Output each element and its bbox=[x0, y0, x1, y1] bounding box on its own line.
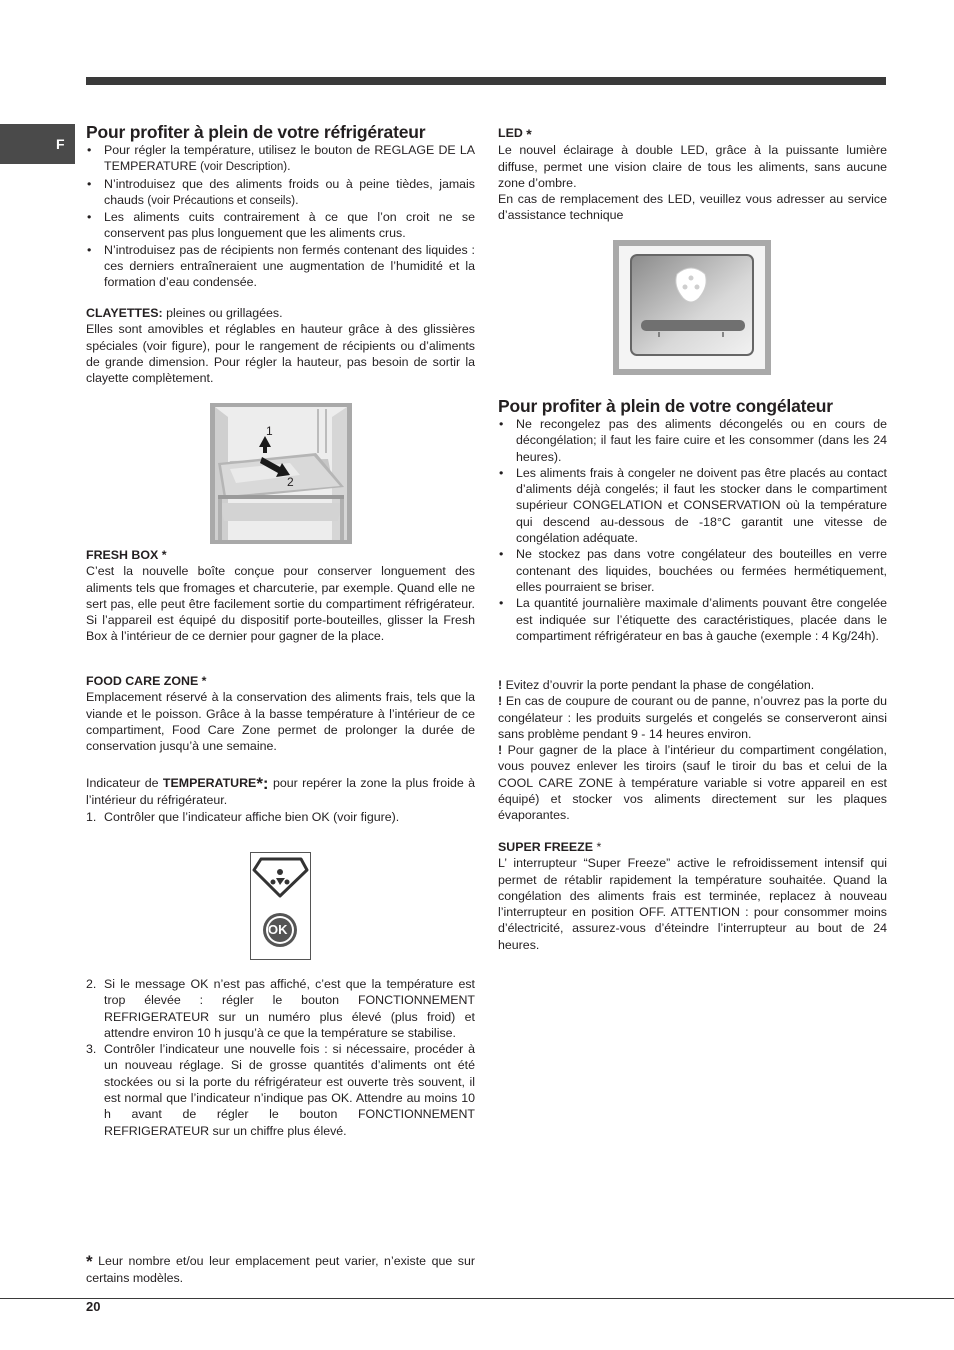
bullet-text: Les aliments cuits contrairement à ce que l’on croit ne se conservent pas plus longuement que les aliments crus. bbox=[104, 210, 475, 241]
led-text: Le nouvel éclairage à double LED, grâce à la puissante lumière diffuse, permet une vision claire de tous les aliments, sans aucune zone d’ombre. bbox=[498, 143, 887, 190]
bullet-text: N’introduisez pas de récipients non fermés contenant des liquides : ces derniers entraîneraient une augmentation de l’humidité et la formation d’eau condensée. bbox=[104, 242, 475, 290]
list-item bbox=[86, 142, 475, 176]
bullet-text: Pour régler la température, utilisez le bouton de REGLAGE DE LA TEMPERATURE bbox=[104, 143, 475, 174]
shelf-label-1: 1 bbox=[266, 424, 273, 438]
superfreeze-star: * bbox=[596, 840, 602, 854]
clayettes-section bbox=[86, 305, 475, 386]
warning-item bbox=[498, 677, 887, 693]
shelf-figure bbox=[210, 403, 352, 548]
list-item: • La quantité journalière maximale d’aliments pouvant être congelée est indiquée sur l’étiquette des caractéristiques, placée dans le compartiment réfrigérateur en bas à gauche (exemple : 4 Kg/24h). bbox=[498, 595, 887, 644]
clayettes-text: Elles sont amovibles et réglables en hauteur grâce à des glissières spéciales (voir figure), pour le rangement de récipients ou d’aliments de grande dimension. Pour régler la hauteur, pas besoin de sortir la clayette complètement. bbox=[86, 322, 475, 386]
list-item bbox=[86, 809, 475, 825]
warning-mark: ! bbox=[498, 694, 503, 709]
foodcare-text: Emplacement réservé à la conservation des aliments frais, tels que la viande et le poisson. Grâce à la basse température à l’intérieur de ce compartiment, Food Care Zone permet de prolonger la durée de conservation jusqu’à une semaine. bbox=[86, 690, 475, 754]
freezer-bullet-list bbox=[498, 416, 887, 644]
indicator-steps bbox=[86, 809, 475, 825]
list-item bbox=[86, 242, 475, 291]
bullet-tail: . bbox=[295, 192, 299, 207]
superfreeze-text: L’ interrupteur “Super Freeze” active le refroidissement intensif qui permet de rétablir rapidement la température souhaitée. Quand la congélation des aliments frais est terminée, replacez à nouveau l’interrupteur en position OFF. ATTENTION : pour consommer moins d’électricité, assurez-vous d’éteindre l’interrupteur au bout de 24 heures. bbox=[498, 856, 887, 952]
led-service-text: En cas de remplacement des LED, veuillez vous adresser au service d’assistance technique bbox=[498, 192, 887, 223]
fridge-bullet-list bbox=[86, 142, 475, 291]
footnote bbox=[86, 1253, 475, 1287]
ok-label: OK bbox=[268, 922, 288, 937]
indicator-star: *: bbox=[256, 774, 269, 793]
bullet-ref: (voir Précautions et conseils) bbox=[147, 194, 296, 207]
freshbox-text: C’est la nouvelle boîte conçue pour conserver longuement des aliments tels que fromages et charcuterie, par exemple. Quand elle ne sert pas, elle peut être facilement sortie du compartiment réfrigérateur. Si l’appareil est équipé du dispositif porte-bouteilles, glisser la Fresh Box à l’intérieur de ce dernier pour gagner de la place. bbox=[86, 564, 475, 644]
led-star: * bbox=[526, 126, 532, 142]
list-item: • Ne stockez pas dans votre congélateur des bouteilles en verre contenant des liquides, bouchées ou fermées hermétiquement, elles pourraient se briser. bbox=[498, 546, 887, 595]
steps-list bbox=[86, 976, 475, 1139]
bullet-text: N’introduisez que des aliments froids ou à peine tièdes, jamais chauds bbox=[104, 176, 475, 207]
superfreeze-section bbox=[498, 839, 887, 953]
superfreeze-label: SUPER FREEZE bbox=[498, 840, 594, 854]
list-item bbox=[86, 176, 475, 210]
indicator-label: TEMPERATURE bbox=[162, 776, 257, 790]
clayettes-label: CLAYETTES: bbox=[86, 306, 163, 320]
step-text: Si le message OK n’est pas affiché, c’est que la température est trop élevée : régler le bouton FONCTIONNEMENT REFRIGERATEUR sur un numéro plus élevé (plus froid) et attendre environ 10 h jusqu’à ce que la température se stabilise. bbox=[104, 977, 475, 1040]
left-column bbox=[86, 122, 475, 291]
freezer-section bbox=[498, 396, 887, 644]
top-rule bbox=[86, 77, 886, 85]
footnote-star: * bbox=[86, 1252, 93, 1271]
indicator-text: pour repérer la zone la plus froide à l’intérieur du réfrigérateur. bbox=[86, 776, 475, 808]
step-number: 2. bbox=[86, 977, 97, 991]
warning-mark: ! bbox=[498, 678, 503, 692]
shelf-label-2: 2 bbox=[287, 475, 294, 489]
step-number: 1. bbox=[86, 809, 97, 824]
language-tab bbox=[0, 124, 75, 164]
led-label: LED bbox=[498, 126, 523, 140]
warning-item bbox=[498, 742, 887, 823]
fridge-title: Pour profiter à plein de votre réfrigérateur bbox=[86, 122, 426, 142]
indicator-prefix: Indicateur de bbox=[86, 776, 159, 790]
foodcare-section bbox=[86, 673, 475, 754]
bullet-ref: (voir Description) bbox=[200, 161, 288, 174]
indicator-steps-continued bbox=[86, 976, 475, 1139]
led-figure bbox=[613, 240, 771, 379]
freshbox-section bbox=[86, 547, 475, 645]
indicator-section bbox=[86, 775, 475, 825]
page-number: 20 bbox=[86, 1299, 101, 1314]
list-item bbox=[86, 1041, 475, 1139]
list-item bbox=[86, 976, 475, 1041]
step-number: 3. bbox=[86, 1042, 97, 1057]
language-tab-label: F bbox=[56, 136, 65, 152]
warning-text: Pour gagner de la place à l’intérieur du compartiment congélation, vous pouvez enlever les tiroirs (sauf le tiroir du bas et celui de la COOL CARE ZONE à température variable si votre appareil en est équipé) et stocker vos aliments directement sur les plaques évaporantes. bbox=[498, 743, 887, 823]
freshbox-label: FRESH BOX * bbox=[86, 548, 167, 562]
bullet-tail: . bbox=[287, 159, 291, 174]
foodcare-label: FOOD CARE ZONE * bbox=[86, 674, 207, 688]
warnings-section bbox=[498, 677, 887, 824]
freezer-title: Pour profiter à plein de votre congélateur bbox=[498, 396, 833, 416]
list-item: • Ne recongelez pas des aliments décongelés ou en cours de décongélation; il faut les faire cuire et les consommer (dans les 24 heures). bbox=[498, 416, 887, 465]
warning-mark: ! bbox=[498, 743, 503, 758]
ok-indicator-figure bbox=[250, 852, 311, 964]
step-text: Contrôler que l’indicateur affiche bien OK (voir figure). bbox=[104, 809, 400, 824]
list-item bbox=[86, 209, 475, 242]
footnote-text: Leur nombre et/ou leur emplacement peut varier, n’existe que sur certains modèles. bbox=[86, 1254, 475, 1286]
bottom-rule bbox=[0, 1298, 954, 1299]
warning-text: Evitez d’ouvrir la porte pendant la phase de congélation. bbox=[505, 678, 815, 692]
warning-item bbox=[498, 693, 887, 742]
clayettes-short: pleines ou grillagées. bbox=[166, 306, 283, 320]
list-item: • Les aliments frais à congeler ne doivent pas être placés au contact d’aliments déjà congelés; il faut les stocker dans le compartiment supérieur CONGELATION et CONSERVATION où la température qui descend au-dessous de -18°C garantit une vitesse de congélation adéquate. bbox=[498, 465, 887, 546]
step-text: Contrôler l’indicateur une nouvelle fois : si nécessaire, procéder à un nouveau réglage. Si de grosse quantités d’aliments ont été stockées ou si la porte du réfrigérateur est ouverte très souvent, il est normal que l’indicateur n’indique pas OK. Attendre au moins 10 h avant de régler le bouton FONCTIONNEMENT REFRIGERATEUR sur un chiffre plus élevé. bbox=[104, 1042, 475, 1138]
warning-text: En cas de coupure de courant ou de panne, n’ouvrez pas la porte du congélateur : les produits surgelés et congelés se conserveront ainsi sans problème pendant 9 - 14 heures environ. bbox=[498, 694, 887, 741]
led-section bbox=[498, 125, 887, 224]
